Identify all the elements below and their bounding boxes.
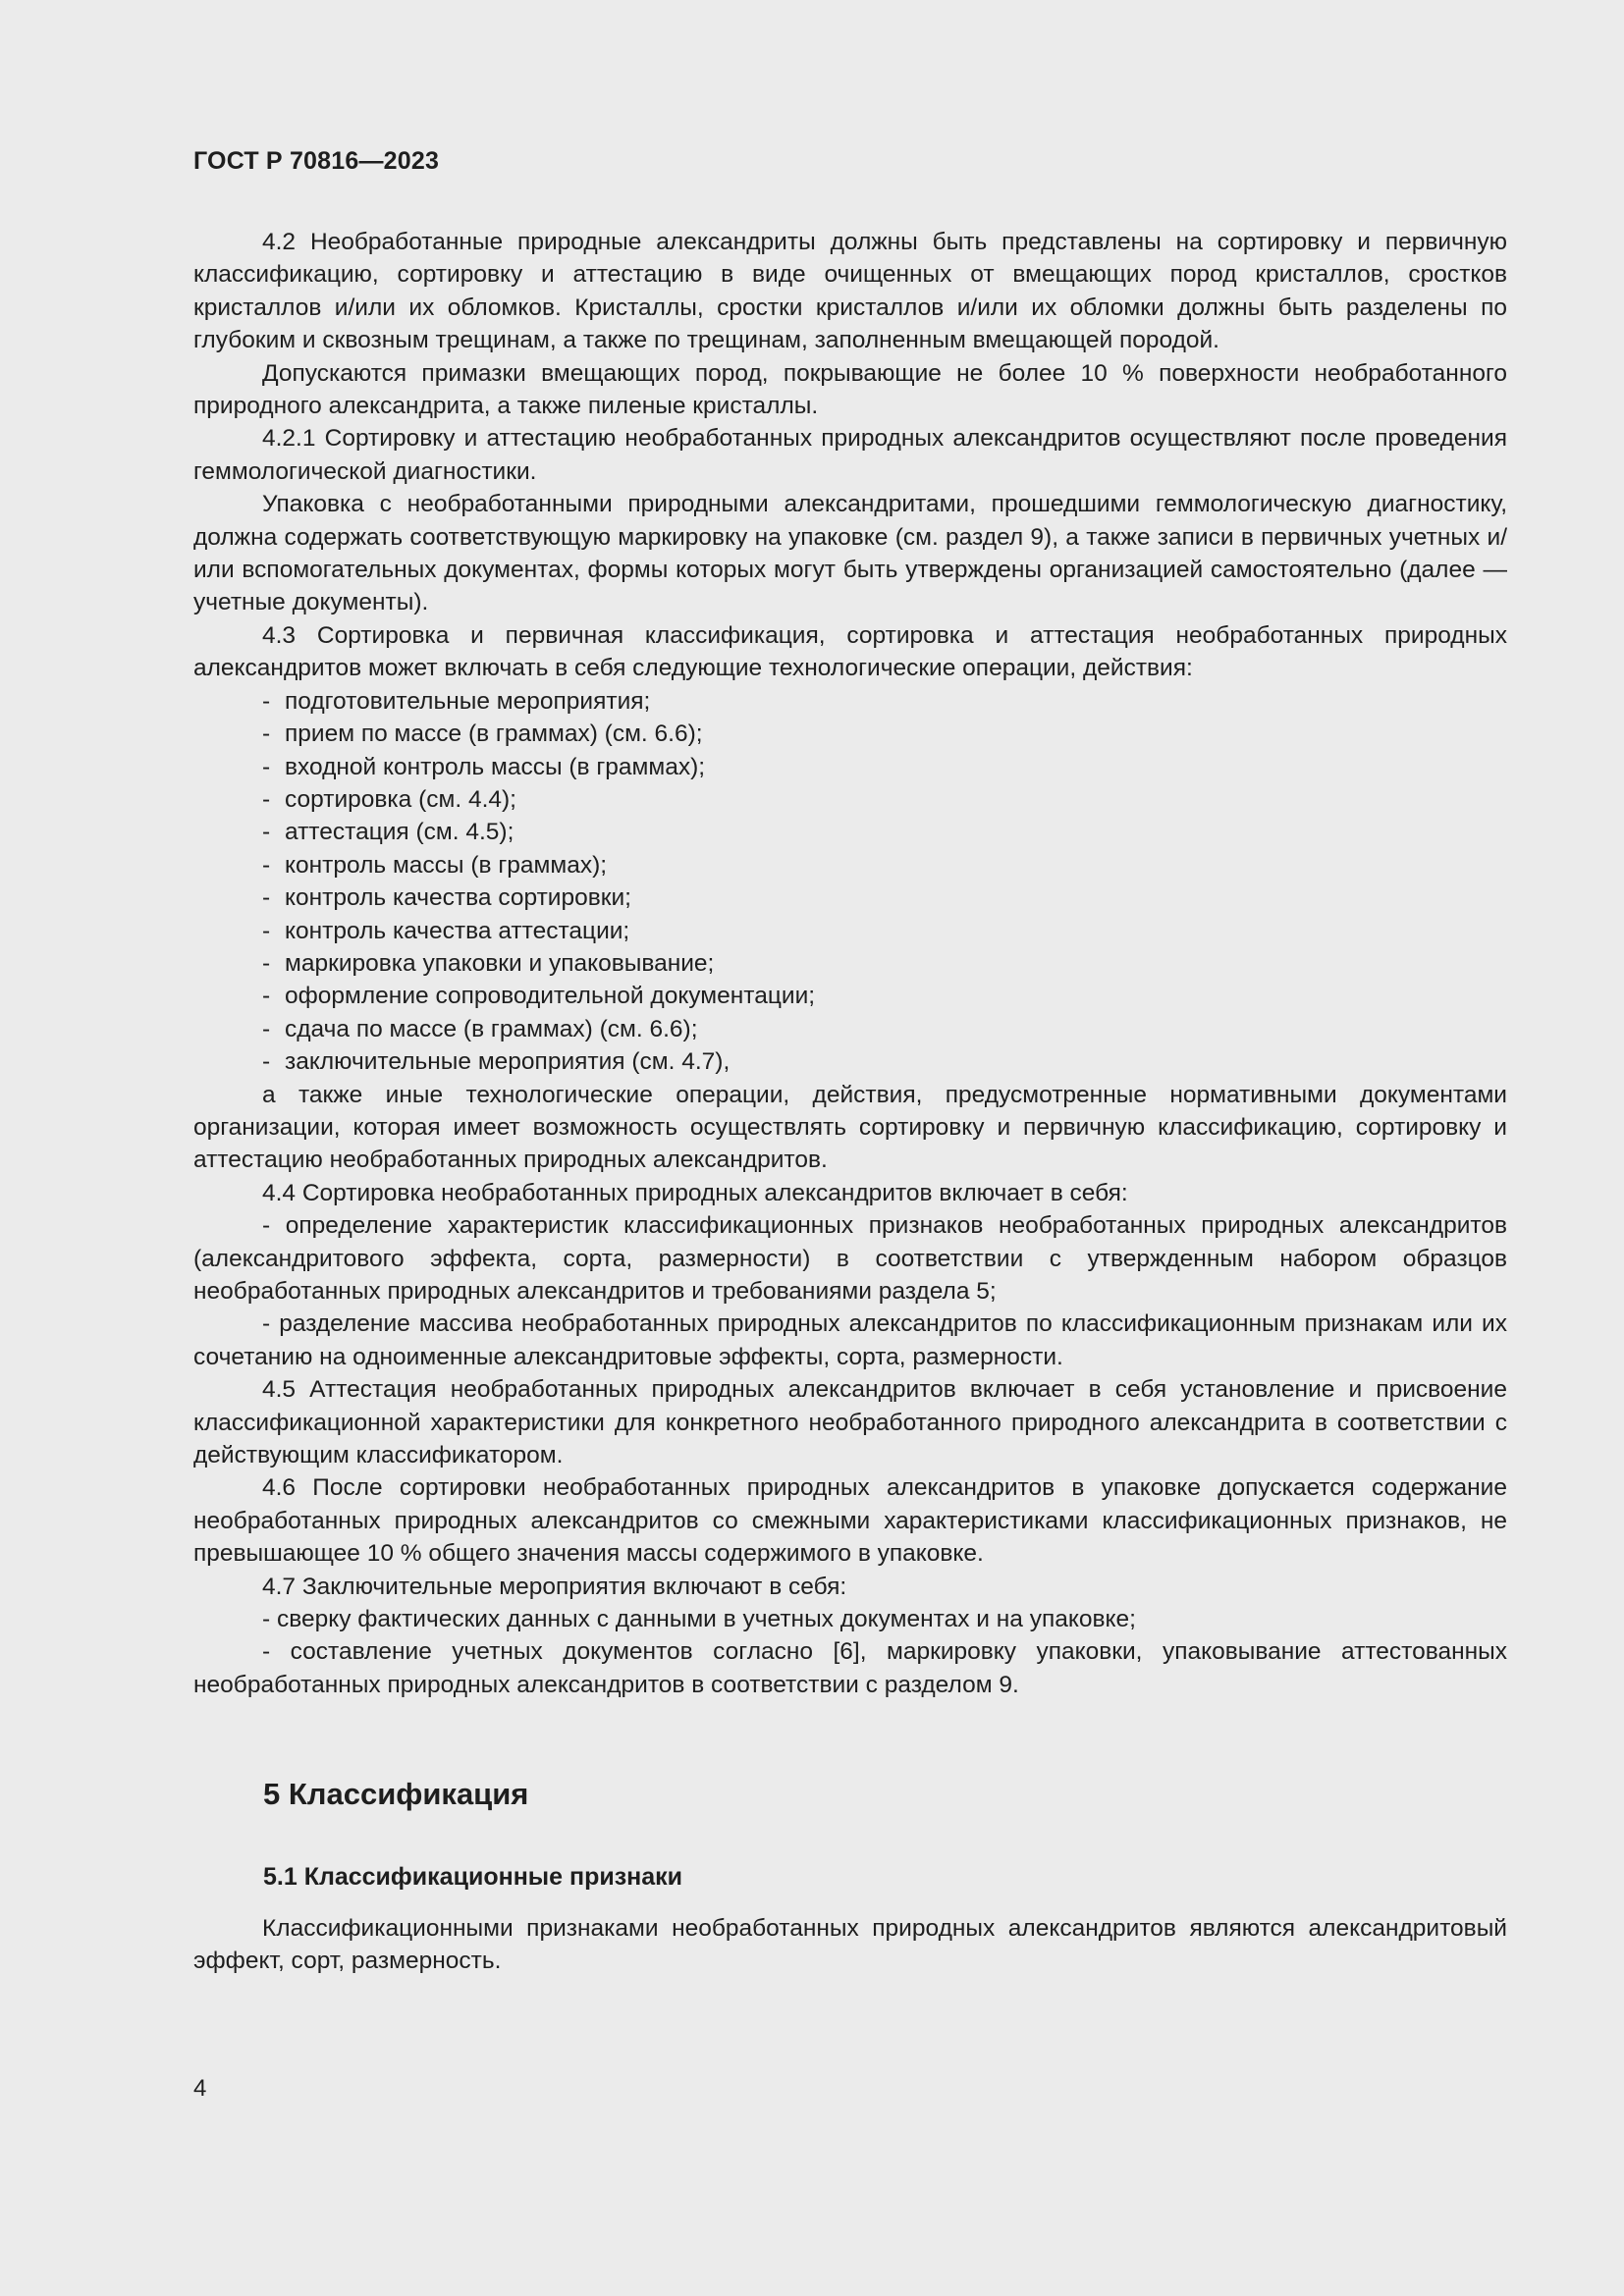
list-item: - прием по массе (в граммах) (см. 6.6); [193,718,1507,750]
operations-list [193,685,1507,1079]
list-dash: - [262,721,271,748]
list-dash: - [262,884,271,912]
paragraph-4-7: 4.7 Заключительные мероприятия включают в себя: [262,1573,847,1600]
list-dash: - [262,983,271,1010]
list-dash: - [262,819,271,846]
document-body [193,226,1507,1701]
paragraph-4-2-1: 4.2.1 Сортировку и аттестацию необработанных природных александритов осуществляют после проведения геммологической диагностики. [193,425,1507,485]
paragraph-4-4: 4.4 Сортировка необработанных природных александритов включает в себя: [262,1179,1128,1206]
list-item: - подготовительные мероприятия; [193,685,1507,718]
list-dash: - [262,753,271,780]
paragraph-5-1: Классификационными признаками необработанных природных александритов являются александритовый эффект, сорт, размерность. [193,1915,1507,1975]
paragraph-4-3: 4.3 Сортировка и первичная классификация, сортировка и аттестация необработанных природных александритов может включать в себя следующие технологические операции, действия: [193,621,1507,682]
document-header: ГОСТ Р 70816—2023 [193,147,440,175]
list-item: - входной контроль массы (в граммах); [193,751,1507,783]
paragraph-4-4-item-b: - разделение массива необработанных природных александритов по классификационным признакам или их сочетанию на одноименные александритовые эффекты, сорта, размерности. [193,1310,1507,1370]
list-dash: - [262,1048,271,1076]
paragraph-4-2-1-continuation: Упаковка с необработанными природными александритами, прошедшими геммологическую диагностику, должна содержать соответствующую маркировку на упаковке (см. раздел 9), а также записи в первичных учетных и/или вспомогательных документах, формы которых могут быть утверждены организацией самостоятельно (далее — учетные документы). [193,491,1507,616]
paragraph-4-5: 4.5 Аттестация необработанных природных александритов включает в себя установление и присвоение классификационной характеристики для конкретного необработанного природного александрита в соответствии с действующим классификатором. [193,1376,1507,1469]
list-item: - оформление сопроводительной документации; [193,980,1507,1012]
list-dash: - [262,851,271,879]
list-dash: - [262,917,271,944]
list-dash: - [262,687,271,715]
list-item: - контроль массы (в граммах); [193,849,1507,881]
list-dash: - [262,785,271,813]
section-5-body [193,1912,1507,1978]
list-item: - сортировка (см. 4.4); [193,783,1507,816]
list-item: - аттестация (см. 4.5); [193,816,1507,848]
list-item: - контроль качества сортировки; [193,881,1507,914]
list-item: - заключительные мероприятия (см. 4.7), [193,1045,1507,1078]
paragraph-4-7-item-a: - сверку фактических данных с данными в учетных документах и на упаковке; [262,1606,1136,1633]
list-item: - сдача по массе (в граммах) (см. 6.6); [193,1013,1507,1045]
list-dash: - [262,1015,271,1042]
paragraph-4-2-continuation: Допускаются примазки вмещающих пород, покрывающие не более 10 % поверхности необработанного природного александрита, а также пиленые кристаллы. [193,359,1507,420]
paragraph-4-3-continuation: а также иные технологические операции, действия, предусмотренные нормативными документами организации, которая имеет возможность осуществлять сортировку и первичную классификацию, сортировку и аттестацию необработанных природных александритов. [193,1081,1507,1174]
page-number: 4 [193,2075,207,2102]
list-item: - контроль качества аттестации; [193,915,1507,947]
subsection-heading: 5.1 Классификационные признаки [263,1863,683,1891]
section-heading: 5 Классификация [263,1777,529,1811]
list-dash: - [262,949,271,977]
list-item: - маркировка упаковки и упаковывание; [193,947,1507,980]
paragraph-4-6: 4.6 После сортировки необработанных природных александритов в упаковке допускается содержание необработанных природных александритов со смежными характеристиками классификационных признаков, не превышающее 10 % общего значения массы содержимого в упаковке. [193,1474,1507,1568]
paragraph-4-2: 4.2 Необработанные природные александриты должны быть представлены на сортировку и первичную классификацию, сортировку и аттестацию в виде очищенных от вмещающих пород кристаллов, сростков кристаллов и/или их обломков. Кристаллы, сростки кристаллов и/или их обломки должны быть разделены по глубоким и сквозным трещинам, а также по трещинам, заполненным вмещающей породой. [193,229,1507,354]
paragraph-4-4-item-a: - определение характеристик классификационных признаков необработанных природных александритов (александритового эффекта, сорта, размерности) в соответствии с утвержденным набором образцов необработанных природных александритов и требованиями раздела 5; [193,1212,1507,1305]
paragraph-4-7-item-b: - составление учетных документов согласно [6], маркировку упаковки, упаковывание аттестованных необработанных природных александритов в соответствии с разделом 9. [193,1638,1507,1698]
